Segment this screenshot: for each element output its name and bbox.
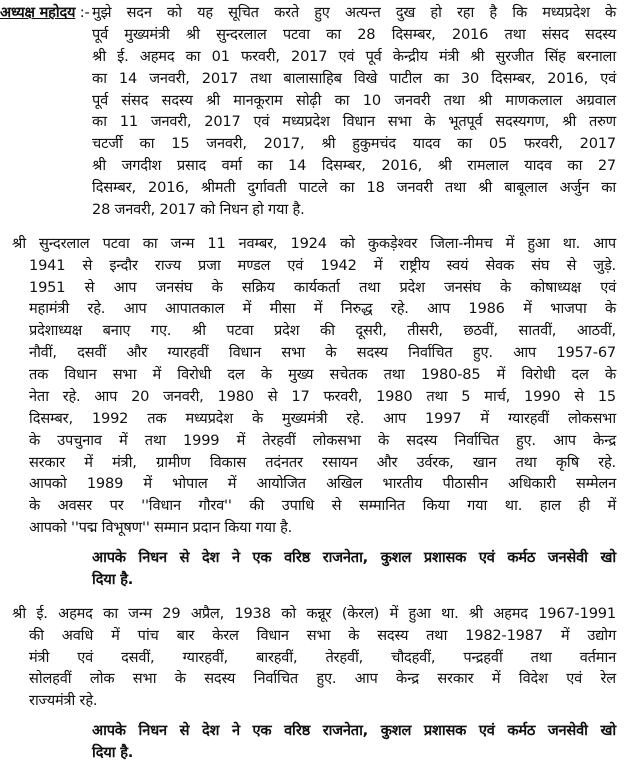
speaker-label: अध्यक्ष महोदय <box>0 4 76 21</box>
announcement-line: दिसम्बर, 2016, श्रीमती दुर्गावती पाटले का 18 जनवरी तथा श्री बाबूलाल अर्जुन का <box>92 179 616 197</box>
patwa-line: तक विधान सभा में विरोधी दल के मुख्य सचेतक तथा 1980-85 में विरोधी दल के <box>29 366 616 384</box>
ahmed-first-line-text: का जन्म 29 अप्रैल, 1938 को कन्नूर (केरल) में हुआ था. श्री अहमद 1967-1991 <box>103 604 616 622</box>
patwa-line: के अवसर पर ''विधान गौरव'' की उपाधि से सम्मानित किया गया था. हाल ही में <box>29 497 616 515</box>
patwa-line: के उपचुनाव में तथा 1999 में तेरहवीं लोकसभा के सदस्य निर्वाचित हुए. आप केन्द्र <box>29 431 616 449</box>
patwa-line: आपको ''पद्म विभूषण'' सम्मान प्रदान किया गया है. <box>29 519 293 537</box>
announcement-line: मुझे सदन को यह सूचित करते हुए अत्यन्त दुख हो रहा है कि मध्यप्रदेश के <box>92 4 616 21</box>
patwa-line: प्रदेशाध्यक्ष बनाए गए. श्री पटवा प्रदेश की दूसरी, तीसरी, छठवीं, सातवीं, आठवीं, <box>29 322 616 340</box>
announcement-line: चटर्जी का 15 जनवरी, 2017, श्री हुकुमचंद यादव का 05 फरवरी, 2017 <box>92 135 616 153</box>
announcement-line: पूर्व मुख्यमंत्री श्री सुन्दरलाल पटवा का 28 दिसम्बर, 2016 तथा संसद सदस्य <box>92 25 616 43</box>
ahmed-tribute-line: दिया है. <box>92 744 134 762</box>
announcement-line: श्री ई. अहमद का 01 फरवरी, 2017 एवं पूर्व केन्द्रीय मंत्री श्री सुरजीत सिंह बरनाला <box>92 47 616 65</box>
patwa-line: महामंत्री रहे. आप आपातकाल में मीसा में निरुद्ध रहे. आप 1986 में भाजपा के <box>29 300 616 318</box>
patwa-tribute-line: आपके निधन से देश ने एक वरिष्ठ राजनेता, कुशल प्रशासक एवं कर्मठ जनसेवी खो <box>92 549 616 567</box>
patwa-name: श्री सुन्दरलाल पटवा <box>12 234 130 252</box>
ahmed-line: सोलहवीं लोक सभा के सदस्य निर्वाचित हुए. आप केन्द्र सरकार में विदेश एवं रेल <box>29 670 616 688</box>
patwa-line: सरकार में मंत्री, ग्रामीण विकास तदंनतर रसायन और उर्वरक, खान तथा कृषि रहे. <box>29 453 616 471</box>
announcement-line: पूर्व संसद सदस्य श्री मानकूराम सोढ़ी का 10 जनवरी तथा श्री माणकलाल अग्रवाल <box>92 91 616 109</box>
patwa-line: 1951 से आप जनसंघ के सक्रिय कार्यकर्ता तथा प्रदेश जनसंघ के कोषाध्यक्ष एवं <box>29 278 616 296</box>
announcement-line: 28 जनवरी, 2017 को निधन हो गया है. <box>92 200 305 218</box>
ahmed-first-line <box>12 603 616 625</box>
announcement-line: का 11 जनवरी, 2017 एवं मध्यप्रदेश विधान सभा के भूतपूर्व सदस्यगण, श्री तरुण <box>92 113 616 131</box>
patwa-tribute-line: दिया है. <box>92 570 134 588</box>
patwa-line: दिसम्बर, 1992 तक मध्यप्रदेश के मुख्यमंत्री रहे. आप 1997 में ग्यारहवीं लोकसभा <box>29 409 616 427</box>
announcement-line: का 14 जनवरी, 2017 तथा बालासाहिब विखे पाटील का 30 दिसम्बर, 2016, एवं <box>92 69 616 87</box>
patwa-line: नेता रहे. आप 20 जनवरी, 1980 से 17 फरवरी, 1980 तथा 5 मार्च, 1990 से 15 <box>29 387 616 405</box>
patwa-first-line <box>12 233 616 255</box>
speaker-label-row <box>0 2 92 24</box>
patwa-line: नौवीं, दसवीं और ग्यारहवीं विधान सभा के सदस्य निर्वाचित हुए. आप 1957-67 <box>29 344 616 362</box>
ahmed-line: की अवधि में पांच बार केरल विधान सभा के सदस्य तथा 1982-1987 में उद्योग <box>29 626 616 644</box>
ahmed-line: राज्यमंत्री रहे. <box>29 692 98 710</box>
ahmed-name: श्री ई. अहमद <box>12 604 93 622</box>
ahmed-tribute-line: आपके निधन से देश ने एक वरिष्ठ राजनेता, कुशल प्रशासक एवं कर्मठ जनसेवी खो <box>92 722 616 740</box>
patwa-line: 1941 से इन्दौर राज्य प्रजा मण्डल एवं 1942 में राष्ट्रीय स्वयं सेवक संघ से जुड़े. <box>29 256 616 274</box>
patwa-first-line-text: का जन्म 11 नवम्बर, 1924 को कुकड़ेश्वर जिला-नीमच में हुआ था. आप <box>142 234 616 252</box>
speaker-separator: :- <box>79 4 90 21</box>
patwa-line: आपको 1989 में भोपाल में आयोजित अखिल भारतीय पीठासीन अधिकारी सम्मेलन <box>29 475 616 493</box>
announcement-line: श्री जगदीश प्रसाद वर्मा का 14 दिसम्बर, 2016, श्री रामलाल यादव का 27 <box>92 157 616 175</box>
ahmed-line: मंत्री एवं दसवीं, ग्यारहवीं, बारहवीं, तेरहवीं, चौदहवीं, पन्द्रहवीं तथा वर्तमान <box>29 648 616 666</box>
